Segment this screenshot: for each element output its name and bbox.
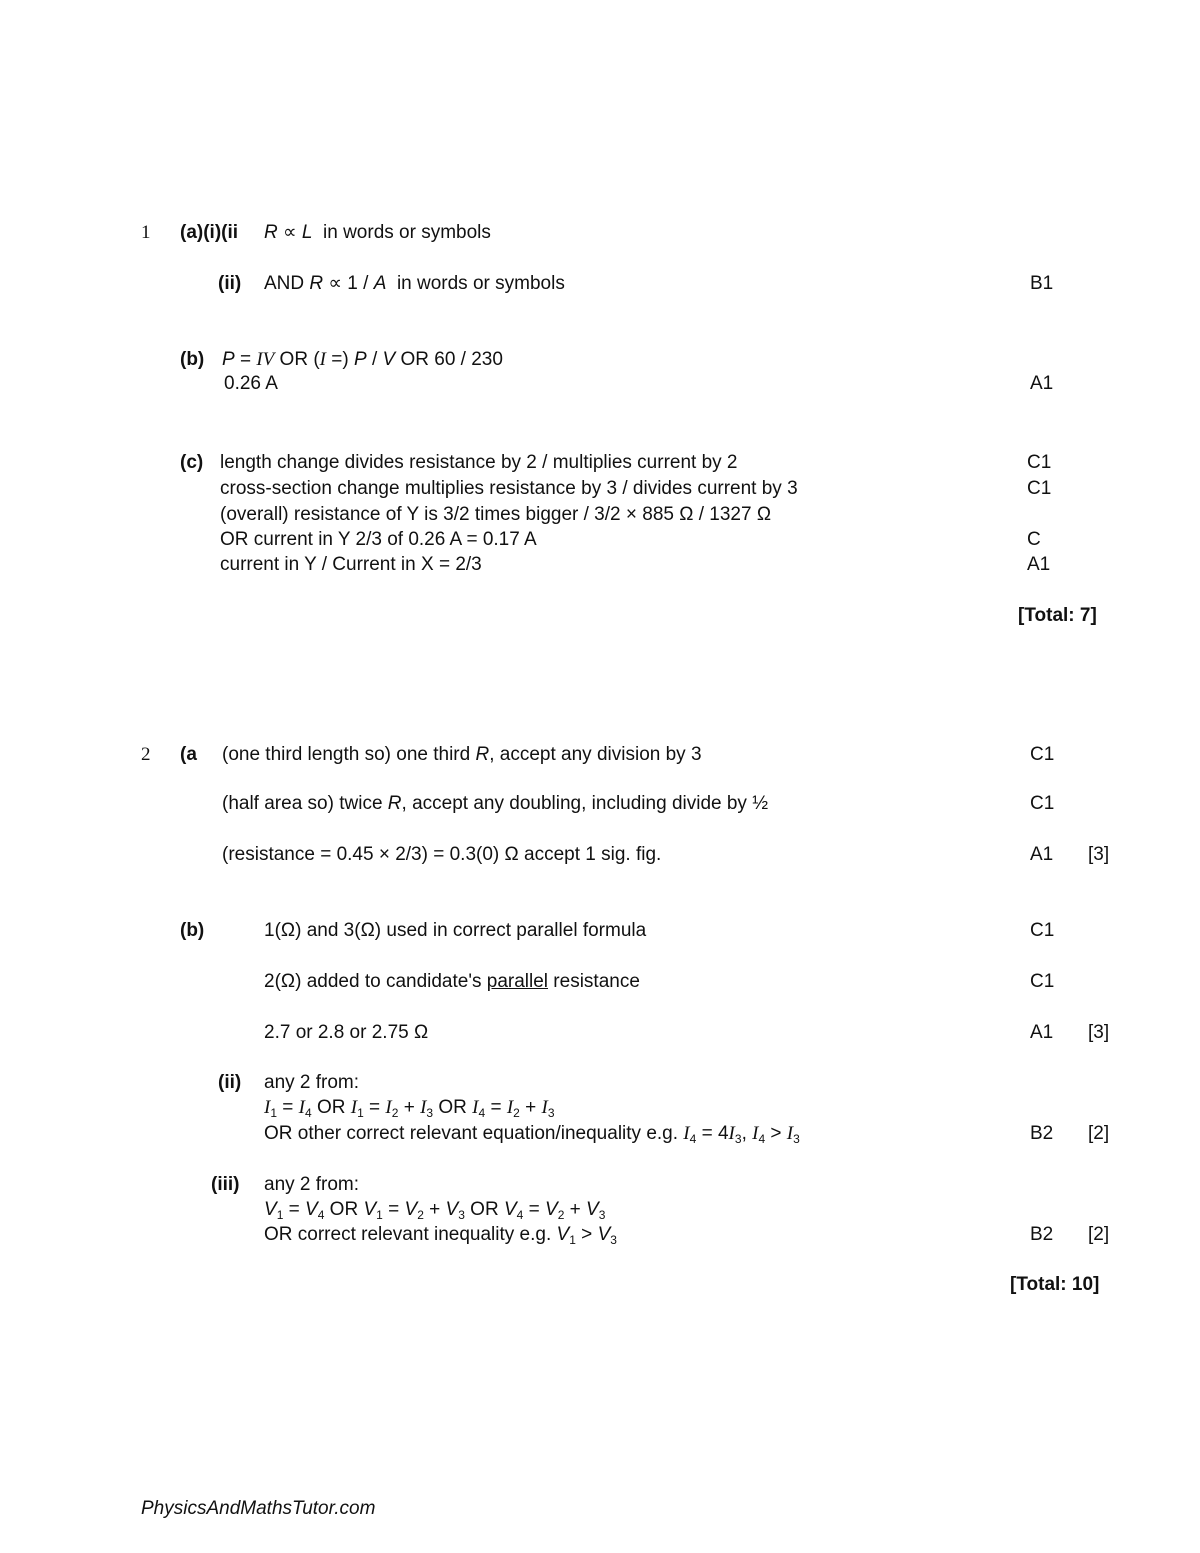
q1-c-mark: C1 [1027, 452, 1052, 473]
q2-b-iii-mark: B2 [1030, 1224, 1054, 1245]
q1-b-answer: 0.26 A [224, 373, 278, 394]
q2-a-mark-2: C1 [1030, 793, 1055, 814]
question-1-number: 1 [141, 222, 151, 243]
q2-b-iii-subtotal: [2] [1088, 1224, 1110, 1245]
q2-b-ii-line-3: OR other correct relevant equation/inequality e.g. $I_4 = 4I_3$, $I_4 > I_3$ [264, 1123, 800, 1146]
q1-a-i-text: R ∝ L in words or symbols [264, 222, 491, 243]
q1-b-mark: A1 [1030, 373, 1054, 394]
q2-b-mark-1: C1 [1030, 920, 1055, 941]
q1-b-formula: P = IV OR (I =) P / V OR 60 / 230 [222, 349, 503, 370]
q1-c-line: (overall) resistance of Y is 3/2 times bigger / 3/2 × 885 Ω / 1327 Ω [220, 504, 772, 525]
q1-c-line: length change divides resistance by 2 / multiplies current by 2 [220, 452, 738, 473]
q2-a-line-2: (half area so) twice R, accept any doubling, including divide by ½ [222, 793, 769, 814]
q2-part-b-iii-label: (iii) [211, 1174, 240, 1195]
q1-part-a-ii-label: (ii) [218, 273, 242, 294]
q2-part-a-label: (a [180, 744, 197, 765]
q2-b-line-2: 2(Ω) added to candidate's parallel resistance [264, 971, 640, 992]
q1-part-a-label: (a)(i)(ii [180, 222, 239, 243]
q2-b-iii-line-3: OR correct relevant inequality e.g. $V_1 > V_3$ [264, 1224, 617, 1247]
q2-part-b-ii-label: (ii) [218, 1072, 242, 1093]
q2-b-iii-equations: $V_1 = V_4$ OR $V_1 = V_2 + V_3$ OR $V_4 = V_2 + V_3$ [264, 1199, 606, 1222]
q1-total: [Total: 7] [1018, 605, 1097, 626]
q1-c-line: OR current in Y 2/3 of 0.26 A = 0.17 A [220, 529, 537, 550]
q2-part-b-label: (b) [180, 920, 205, 941]
q1-c-line: current in Y / Current in X = 2/3 [220, 554, 482, 575]
q1-c-line: cross-section change multiplies resistance by 3 / divides current by 3 [220, 478, 798, 499]
q2-b-ii-intro: any 2 from: [264, 1072, 360, 1093]
q2-b-line-1: 1(Ω) and 3(Ω) used in correct parallel formula [264, 920, 647, 941]
q1-c-mark: A1 [1027, 554, 1051, 575]
question-2-number: 2 [141, 744, 151, 765]
q2-b-subtotal: [3] [1088, 1022, 1110, 1043]
q2-b-line-3: 2.7 or 2.8 or 2.75 Ω [264, 1022, 429, 1043]
q1-part-c-label: (c) [180, 452, 204, 473]
q2-b-ii-subtotal: [2] [1088, 1123, 1110, 1144]
q1-part-b-label: (b) [180, 349, 205, 370]
q2-b-mark-3: A1 [1030, 1022, 1054, 1043]
q2-b-iii-intro: any 2 from: [264, 1174, 360, 1195]
q1-c-mark: C1 [1027, 478, 1052, 499]
q1-a-ii-mark: B1 [1030, 273, 1054, 294]
q2-a-mark-3: A1 [1030, 844, 1054, 865]
q2-a-mark-1: C1 [1030, 744, 1055, 765]
q2-b-mark-2: C1 [1030, 971, 1055, 992]
footer-source: PhysicsAndMathsTutor.com [141, 1498, 376, 1519]
q2-a-subtotal: [3] [1088, 844, 1110, 865]
q1-a-ii-text: AND R ∝ 1 / A in words or symbols [264, 273, 565, 294]
q2-a-line-3: (resistance = 0.45 × 2/3) = 0.3(0) Ω accept 1 sig. fig. [222, 844, 662, 865]
q2-b-ii-equations: $I_1 = I_4$ OR $I_1 = I_2 + I_3$ OR $I_4 = I_2 + I_3$ [264, 1097, 555, 1120]
q2-a-line-1: (one third length so) one third R, accept any division by 3 [222, 744, 702, 765]
q1-c-mark: C [1027, 529, 1041, 550]
q2-b-ii-mark: B2 [1030, 1123, 1054, 1144]
q2-total: [Total: 10] [1010, 1274, 1100, 1295]
